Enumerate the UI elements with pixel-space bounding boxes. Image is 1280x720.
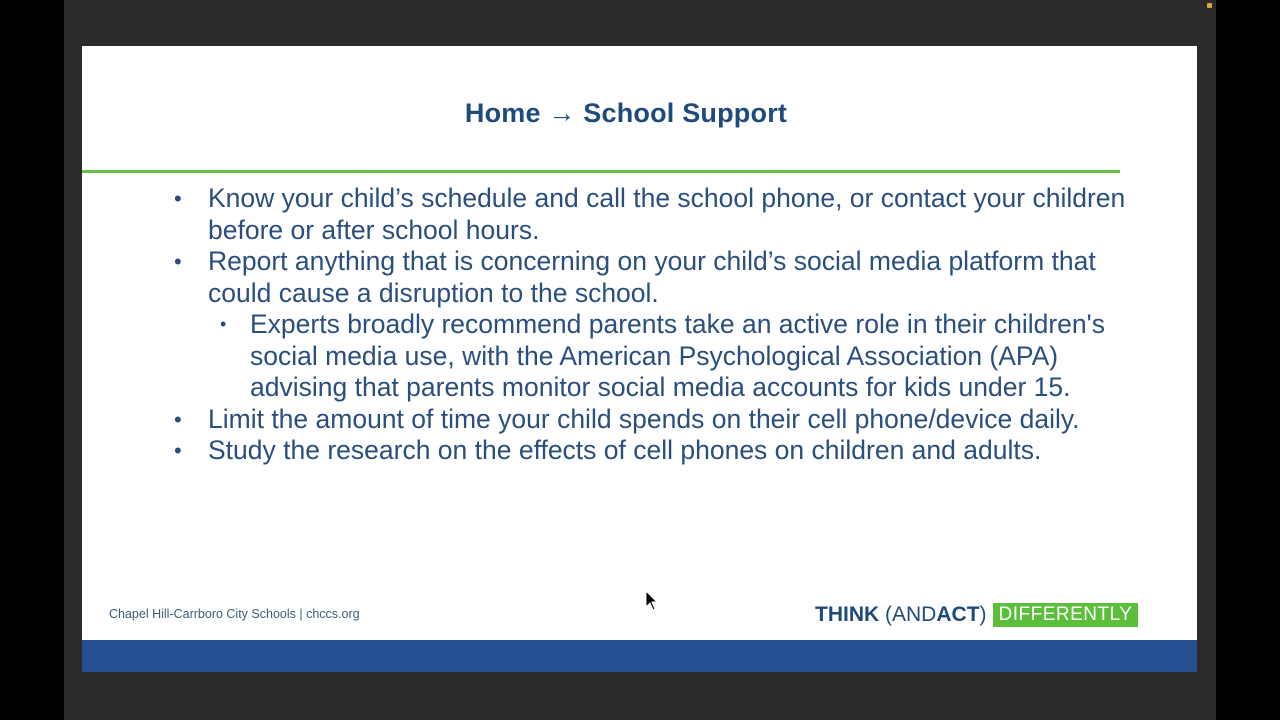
tagline-logo: THINK (AND ACT ) DIFFERENTLY — [815, 603, 1138, 627]
bullet-item: • Study the research on the effects of cell phones on children and adults. — [174, 435, 1042, 465]
bullet-icon: • — [174, 186, 182, 211]
bullet-icon: • — [220, 314, 227, 334]
bullet-item: • Know your child’s schedule and call the school phone, or contact your children before or after school hours. — [174, 183, 1126, 245]
slide-title: Home → School Support — [464, 98, 788, 128]
slide — [82, 46, 1197, 640]
title-divider — [82, 170, 1120, 173]
bullet-item: • Limit the amount of time your child spends on their cell phone/device daily. — [174, 403, 1080, 434]
bullet-item: • Report anything that is concerning on your child’s social media platform that could cause a disruption to the school. • Experts broadly recommend parents take an active role in their children's social media use, with the American Psychological Association (APA) advising that parents monitor social media accounts for kids under 15. — [172, 246, 1132, 404]
bullet-icon: • — [174, 438, 182, 463]
footer-org: Chapel Hill-Carrboro City Schools | chccs.org — [109, 607, 360, 621]
tagline-differently: DIFFERENTLY — [993, 603, 1139, 627]
bullet-icon: • — [174, 406, 182, 432]
sub-bullet-list — [208, 309, 1132, 404]
mouse-cursor-icon — [645, 590, 659, 612]
bullet-list — [172, 183, 1132, 467]
footer-bar — [82, 640, 1197, 672]
sub-bullet-item: • Experts broadly recommend parents take an active role in their children's social media use, with the American Psychological Association (APA) advising that parents monitor social media accounts for kids under 15. — [220, 309, 1105, 402]
bullet-icon: • — [174, 249, 182, 274]
recording-indicator-icon — [1207, 3, 1212, 8]
